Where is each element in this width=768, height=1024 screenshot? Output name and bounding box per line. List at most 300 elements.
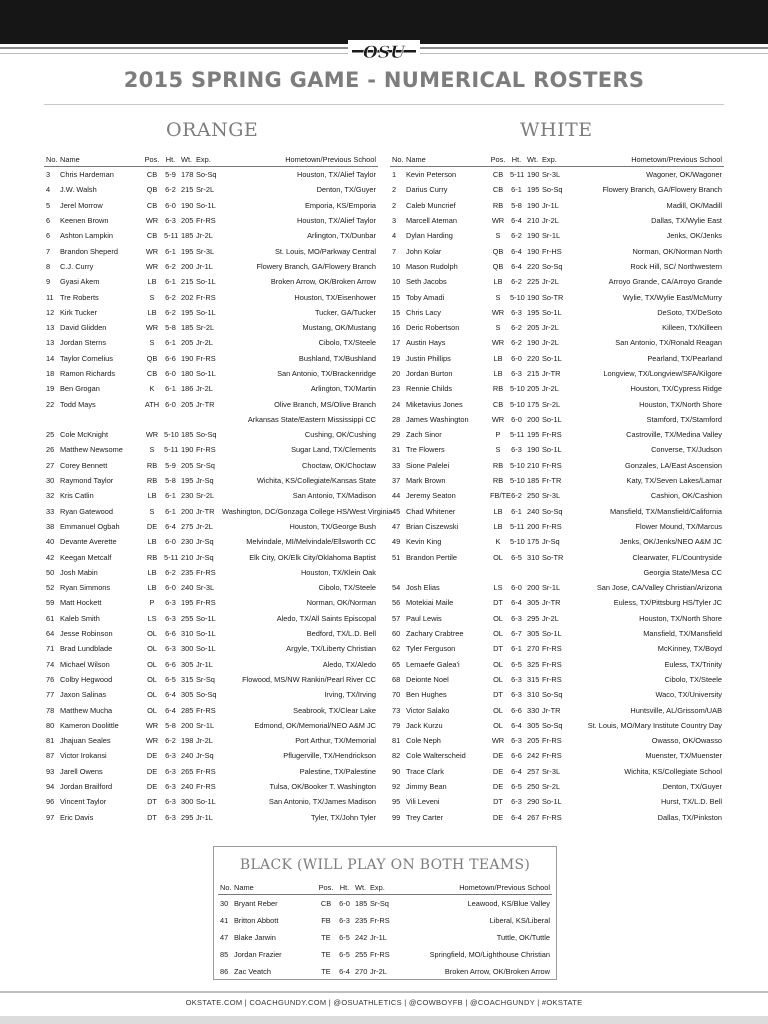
player-height: 6-5 bbox=[339, 933, 350, 942]
player-weight: 305 bbox=[181, 659, 194, 669]
player-position: OL bbox=[147, 629, 157, 639]
player-experience: Fr-RS bbox=[370, 950, 390, 959]
player-number: 10 bbox=[392, 277, 401, 287]
player-height: 6-5 bbox=[511, 552, 522, 562]
col-exp-header: Exp. bbox=[194, 153, 220, 167]
player-position: WR bbox=[145, 430, 159, 440]
player-weight: 200 bbox=[181, 506, 194, 516]
player-experience: Fr-RS bbox=[196, 598, 216, 608]
player-number: 42 bbox=[46, 552, 55, 562]
player-position: LB bbox=[493, 369, 503, 378]
player-number: 6 bbox=[46, 216, 51, 226]
table-row-continuation bbox=[390, 565, 724, 580]
player-height: 5-10 bbox=[164, 430, 179, 440]
player-experience: Fr-RS bbox=[542, 812, 562, 822]
player-name: Matt Hockett bbox=[60, 598, 102, 608]
player-name: Brian Ciszewski bbox=[406, 521, 459, 531]
player-number: 90 bbox=[392, 766, 401, 776]
player-experience: Jr-2L bbox=[542, 323, 559, 333]
player-number: 25 bbox=[46, 430, 55, 440]
player-hometown: Houston, TX/Alief Taylor bbox=[296, 216, 376, 226]
player-experience: Sr-3L bbox=[196, 583, 215, 593]
player-number: 95 bbox=[392, 797, 401, 807]
table-row bbox=[390, 274, 724, 289]
player-hometown: Bushland, TX/Bushland bbox=[298, 353, 376, 363]
player-weight: 242 bbox=[527, 751, 540, 761]
player-weight: 175 bbox=[527, 537, 540, 547]
table-row bbox=[44, 167, 378, 183]
table-row bbox=[390, 366, 724, 381]
player-experience: Jr-Sq bbox=[542, 537, 560, 547]
player-experience: Jr-1L bbox=[196, 261, 213, 271]
table-row bbox=[390, 167, 724, 183]
table-row bbox=[44, 748, 378, 763]
player-number: 32 bbox=[46, 491, 55, 501]
player-height: 6-6 bbox=[165, 659, 176, 669]
player-height: 6-0 bbox=[339, 899, 350, 908]
table-row bbox=[390, 488, 724, 503]
player-hometown: Owasso, OK/Owasso bbox=[651, 736, 722, 746]
player-experience: Jr-TR bbox=[542, 369, 561, 378]
player-height: 6-3 bbox=[165, 797, 176, 807]
player-hometown: Melvindale, MI/Melvindale/Ellsworth CC bbox=[246, 537, 376, 547]
player-name: Mark Brown bbox=[406, 476, 446, 486]
player-number: 10 bbox=[392, 261, 401, 271]
player-position: DE bbox=[146, 766, 158, 776]
table-row bbox=[218, 963, 552, 980]
player-weight: 198 bbox=[181, 736, 194, 746]
player-height: 6-2 bbox=[511, 338, 522, 348]
table-row bbox=[44, 565, 378, 580]
player-height: 5-9 bbox=[165, 460, 176, 470]
player-number: 79 bbox=[392, 720, 401, 730]
player-weight: 310 bbox=[527, 552, 540, 562]
player-weight: 190 bbox=[181, 353, 194, 363]
player-weight: 202 bbox=[181, 292, 194, 302]
player-experience bbox=[194, 412, 220, 427]
player-experience: Fr-RS bbox=[196, 705, 216, 715]
player-name: James Washington bbox=[406, 414, 469, 424]
player-number: 71 bbox=[46, 644, 55, 654]
player-experience: Fr-RS bbox=[542, 736, 562, 746]
player-position: RB bbox=[492, 460, 504, 470]
player-name: Todd Mays bbox=[60, 399, 96, 409]
player-number: 78 bbox=[46, 705, 55, 715]
player-name: Chris Lacy bbox=[406, 307, 441, 317]
player-height bbox=[162, 412, 179, 427]
table-row bbox=[390, 243, 724, 258]
player-name: Austin Hays bbox=[406, 338, 446, 348]
player-number: 3 bbox=[392, 216, 397, 226]
player-height: 6-3 bbox=[165, 766, 176, 776]
player-number: 9 bbox=[46, 277, 51, 287]
player-experience: So-1L bbox=[542, 307, 562, 317]
player-height: 5-11 bbox=[164, 445, 179, 455]
white-roster-body bbox=[390, 167, 724, 825]
player-weight: 230 bbox=[181, 491, 194, 501]
table-row bbox=[44, 672, 378, 687]
player-hometown: Rock Hill, SC/ Northwestern bbox=[630, 261, 722, 271]
player-height: 6-3 bbox=[511, 690, 522, 700]
player-height: 5-11 bbox=[510, 430, 525, 440]
player-hometown: Houston, TX/North Shore bbox=[639, 399, 722, 409]
player-experience: So-1L bbox=[542, 445, 562, 455]
player-hometown: St. Louis, MO/Parkway Central bbox=[274, 246, 376, 256]
player-position: OL bbox=[493, 629, 503, 639]
player-experience: Jr-2L bbox=[196, 338, 213, 348]
player-experience: Jr-2L bbox=[542, 216, 559, 226]
player-experience: Jr-1L bbox=[542, 200, 559, 210]
player-hometown: Pflugerville, TX/Hendrickson bbox=[283, 751, 376, 761]
table-row bbox=[44, 519, 378, 534]
player-name: Brandon Pertile bbox=[406, 552, 457, 562]
player-hometown: San Antonio, TX/Brackenridge bbox=[277, 369, 376, 378]
player-height: 6-2 bbox=[165, 736, 176, 746]
player-name: Kirk Tucker bbox=[60, 307, 97, 317]
col-name-header: Name bbox=[58, 153, 142, 167]
player-position: OL bbox=[147, 705, 157, 715]
player-weight: 190 bbox=[527, 338, 540, 348]
player-number: 86 bbox=[220, 967, 229, 976]
player-position: DE bbox=[146, 521, 158, 531]
player-name: Jack Kurzu bbox=[406, 720, 443, 730]
player-number: 49 bbox=[392, 537, 401, 547]
player-weight: 255 bbox=[355, 950, 368, 959]
player-experience: Fr-HS bbox=[542, 246, 562, 256]
player-experience: Fr-RS bbox=[196, 353, 216, 363]
player-experience: So-1L bbox=[196, 369, 216, 378]
player-hometown: Arkansas State/Eastern Mississippi CC bbox=[247, 414, 376, 424]
table-row bbox=[390, 733, 724, 748]
player-position: DT bbox=[147, 797, 157, 807]
player-height: 6-2 bbox=[165, 185, 176, 195]
player-name: Tre Flowers bbox=[406, 445, 445, 455]
table-row bbox=[44, 198, 378, 213]
player-experience: Sr-2L bbox=[196, 185, 215, 195]
player-weight: 305 bbox=[527, 720, 540, 730]
player-position: LB bbox=[147, 567, 157, 577]
player-position bbox=[488, 565, 508, 580]
player-position: RB bbox=[492, 200, 504, 210]
table-row bbox=[44, 504, 378, 519]
player-hometown: Houston, TX/Cypress Ridge bbox=[630, 384, 722, 394]
player-number: 17 bbox=[392, 338, 401, 348]
table-row-continuation bbox=[44, 412, 378, 427]
player-height: 5-10 bbox=[510, 399, 525, 409]
player-experience: So-Sq bbox=[196, 170, 217, 180]
player-position: DT bbox=[493, 598, 503, 608]
player-experience: So-1L bbox=[542, 629, 562, 639]
player-position: WR bbox=[145, 261, 159, 271]
player-number: 13 bbox=[46, 323, 55, 333]
col-name-header: Name bbox=[232, 881, 316, 895]
col-wt-header: Wt. bbox=[179, 153, 194, 167]
player-height: 6-6 bbox=[511, 705, 522, 715]
col-ht-header: Ht. bbox=[508, 153, 525, 167]
player-experience: So-1L bbox=[196, 277, 216, 287]
player-position: TE bbox=[321, 933, 331, 942]
player-experience: So-Sq bbox=[542, 506, 563, 516]
player-experience: Jr-TR bbox=[542, 598, 561, 608]
player-name: Cole McKnight bbox=[60, 430, 109, 440]
player-weight: 185 bbox=[181, 430, 194, 440]
player-weight: 250 bbox=[527, 491, 540, 501]
player-position: DT bbox=[493, 644, 503, 654]
table-row bbox=[390, 504, 724, 519]
player-hometown: Longview, TX/Longview/SFA/Kilgore bbox=[603, 369, 722, 378]
player-number: 12 bbox=[46, 307, 55, 317]
player-hometown: San Jose, CA/Valley Christian/Arizona bbox=[596, 583, 722, 593]
player-number: 24 bbox=[392, 399, 401, 409]
player-hometown: Leawood, KS/Blue Valley bbox=[467, 899, 550, 908]
player-height: 6-4 bbox=[511, 720, 522, 730]
player-height: 6-3 bbox=[511, 369, 522, 378]
player-hometown: Castroville, TX/Medina Valley bbox=[626, 430, 722, 440]
table-row bbox=[390, 580, 724, 595]
player-experience: Jr-2L bbox=[196, 384, 213, 394]
player-hometown: Elk City, OK/Elk City/Oklahoma Baptist bbox=[249, 552, 376, 562]
player-weight: 185 bbox=[355, 899, 368, 908]
player-weight: 330 bbox=[527, 705, 540, 715]
player-number: 45 bbox=[392, 506, 401, 516]
player-name: Bryant Reber bbox=[234, 899, 278, 908]
player-height: 6-4 bbox=[511, 598, 522, 608]
player-experience: Fr-RS bbox=[370, 916, 390, 925]
player-hometown: Houston, TX/North Shore bbox=[639, 613, 722, 623]
player-experience: Fr-RS bbox=[196, 782, 216, 792]
player-number: 29 bbox=[392, 430, 401, 440]
player-position: QB bbox=[146, 353, 158, 363]
player-name: Jerel Morrow bbox=[60, 200, 103, 210]
black-roster-body bbox=[218, 895, 552, 981]
player-experience: Fr-RS bbox=[542, 751, 562, 761]
player-position: TE bbox=[321, 950, 331, 959]
table-row bbox=[44, 473, 378, 488]
player-position: OL bbox=[147, 690, 157, 700]
table-row bbox=[44, 549, 378, 564]
player-hometown: Denton, TX/Guyer bbox=[662, 782, 722, 792]
col-wt-header: Wt. bbox=[353, 881, 368, 895]
player-hometown: Tulsa, OK/Booker T. Washington bbox=[269, 782, 376, 792]
player-hometown: Springfield, MO/Lighthouse Christian bbox=[429, 950, 550, 959]
player-experience: So-TR bbox=[542, 292, 564, 302]
player-weight: 185 bbox=[181, 323, 194, 333]
table-row bbox=[390, 672, 724, 687]
table-row bbox=[44, 534, 378, 549]
table-row bbox=[390, 549, 724, 564]
player-height: 6-3 bbox=[165, 598, 176, 608]
table-row bbox=[44, 305, 378, 320]
player-position: ATH bbox=[144, 399, 160, 409]
player-hometown: Cushing, OK/Cushing bbox=[304, 430, 376, 440]
player-hometown: Wichita, KS/Collegiate School bbox=[624, 766, 722, 776]
player-weight: 195 bbox=[181, 476, 194, 486]
player-position: RB bbox=[146, 476, 158, 486]
player-name: Jaxon Salinas bbox=[60, 690, 107, 700]
player-hometown: Arlington, TX/Martin bbox=[310, 384, 376, 394]
player-hometown: Pearland, TX/Pearland bbox=[647, 353, 722, 363]
player-name: Blake Jarwin bbox=[234, 933, 276, 942]
player-weight: 190 bbox=[527, 246, 540, 256]
player-number: 92 bbox=[392, 782, 401, 792]
player-weight: 315 bbox=[527, 674, 540, 684]
table-row bbox=[218, 895, 552, 913]
player-height: 6-0 bbox=[511, 414, 522, 424]
player-hometown: Seabrook, TX/Clear Lake bbox=[293, 705, 376, 715]
player-number: 11 bbox=[46, 292, 54, 302]
orange-team-heading: ORANGE bbox=[166, 119, 259, 141]
player-weight: 310 bbox=[181, 629, 194, 639]
player-weight: 275 bbox=[181, 521, 194, 531]
player-name: Cole Neph bbox=[406, 736, 441, 746]
player-experience: So-Sq bbox=[196, 430, 217, 440]
player-name: Eric Davis bbox=[60, 812, 94, 822]
player-number: 16 bbox=[392, 323, 401, 333]
player-experience: So-Sq bbox=[196, 690, 217, 700]
player-weight: 205 bbox=[181, 460, 194, 470]
footer-divider bbox=[0, 991, 768, 993]
player-experience: Sr-2L bbox=[196, 491, 215, 501]
player-name: Marcell Ateman bbox=[406, 216, 457, 226]
player-height: 6-0 bbox=[165, 399, 176, 409]
player-hometown: Madill, OK/Madill bbox=[666, 200, 722, 210]
player-weight: 186 bbox=[181, 384, 194, 394]
player-hometown: McKinney, TX/Boyd bbox=[657, 644, 722, 654]
player-experience: Fr-RS bbox=[196, 567, 216, 577]
player-weight: 190 bbox=[181, 200, 194, 210]
player-position: CB bbox=[146, 170, 158, 180]
player-weight: 240 bbox=[181, 782, 194, 792]
player-hometown: Cibolo, TX/Steele bbox=[318, 338, 376, 348]
table-row bbox=[390, 657, 724, 672]
player-position: DE bbox=[146, 782, 158, 792]
player-experience: So-1L bbox=[196, 307, 216, 317]
player-height: 6-1 bbox=[165, 506, 176, 516]
table-row bbox=[390, 458, 724, 473]
player-number: 27 bbox=[46, 460, 55, 470]
player-weight: 215 bbox=[181, 185, 194, 195]
player-position: WR bbox=[491, 216, 505, 226]
table-row bbox=[44, 687, 378, 702]
player-position: OL bbox=[493, 659, 503, 669]
player-experience: Fr-RS bbox=[542, 430, 562, 440]
player-height: 6-3 bbox=[511, 736, 522, 746]
player-height: 5-10 bbox=[510, 537, 525, 547]
player-height: 6-4 bbox=[165, 521, 176, 531]
player-name: Colby Hegwood bbox=[60, 674, 113, 684]
player-number: 73 bbox=[392, 705, 401, 715]
player-height: 5-8 bbox=[165, 476, 176, 486]
player-weight: 300 bbox=[181, 644, 194, 654]
player-experience: Sr-3L bbox=[542, 766, 561, 776]
player-name: Zach Sinor bbox=[406, 430, 442, 440]
player-weight: 225 bbox=[527, 277, 540, 287]
player-name: Jesse Robinson bbox=[60, 629, 113, 639]
player-position: DE bbox=[492, 766, 504, 776]
player-position: LB bbox=[147, 307, 157, 317]
player-name: Ryan Simmons bbox=[60, 583, 111, 593]
player-height: 6-2 bbox=[165, 567, 176, 577]
player-height: 5-11 bbox=[164, 231, 179, 241]
player-weight: 295 bbox=[181, 812, 194, 822]
player-name: Michael Wilson bbox=[60, 659, 110, 669]
player-number: 68 bbox=[392, 674, 401, 684]
player-name: Sione Palelei bbox=[406, 460, 450, 470]
player-name bbox=[58, 412, 142, 427]
player-experience: Jr-Sq bbox=[196, 751, 214, 761]
player-weight: 175 bbox=[527, 399, 540, 409]
player-number: 87 bbox=[46, 751, 55, 761]
player-name: John Kolar bbox=[406, 246, 442, 256]
player-weight: 205 bbox=[527, 736, 540, 746]
player-name: Taylor Cornelius bbox=[60, 353, 113, 363]
player-weight: 265 bbox=[181, 766, 194, 776]
player-name bbox=[404, 565, 488, 580]
player-weight: 230 bbox=[181, 537, 194, 547]
col-no-header: No. bbox=[390, 153, 404, 167]
table-row bbox=[390, 626, 724, 641]
player-weight: 215 bbox=[527, 369, 540, 378]
player-name: Zac Veatch bbox=[234, 967, 271, 976]
player-experience: Fr-RS bbox=[196, 292, 216, 302]
col-pos-header: Pos. bbox=[488, 153, 508, 167]
player-position: OL bbox=[493, 552, 503, 562]
player-experience: Sr-2L bbox=[542, 399, 561, 409]
player-weight: 200 bbox=[527, 521, 540, 531]
player-position: WR bbox=[145, 246, 159, 256]
player-name: Ryan Gatewood bbox=[60, 506, 113, 516]
player-name: Emmanuel Ogbah bbox=[60, 521, 120, 531]
player-number: 2 bbox=[392, 200, 397, 210]
player-height: 6-1 bbox=[165, 384, 176, 394]
table-row bbox=[390, 335, 724, 350]
player-hometown: Houston, TX/Eisenhower bbox=[294, 292, 376, 302]
player-position: S bbox=[149, 292, 155, 302]
player-hometown: Arroyo Grande, CA/Arroyo Grande bbox=[608, 277, 722, 287]
player-hometown: Houston, TX/George Bush bbox=[289, 521, 376, 531]
player-number: 15 bbox=[392, 292, 401, 302]
player-number: 82 bbox=[392, 751, 401, 761]
player-name: Tyler Ferguson bbox=[406, 644, 456, 654]
player-position: LB bbox=[147, 537, 157, 547]
player-name: Jhajuan Seales bbox=[60, 736, 111, 746]
player-position: S bbox=[495, 231, 501, 241]
player-weight: 178 bbox=[181, 170, 194, 180]
player-hometown: San Antonio, TX/Ronald Reagan bbox=[615, 338, 722, 348]
player-number: 56 bbox=[392, 598, 401, 608]
player-position: LB bbox=[493, 521, 503, 531]
player-hometown: Clearwater, FL/Countryside bbox=[632, 552, 722, 562]
player-experience: Jr-TR bbox=[542, 705, 561, 715]
player-position: WR bbox=[145, 720, 159, 730]
player-number: 96 bbox=[46, 797, 55, 807]
player-number: 7 bbox=[46, 246, 51, 256]
bottom-band bbox=[0, 1016, 768, 1024]
player-number: 38 bbox=[46, 521, 55, 531]
player-number: 20 bbox=[392, 369, 401, 378]
player-experience: Sr-3L bbox=[542, 491, 561, 501]
player-position: LS bbox=[147, 613, 157, 623]
player-position: DE bbox=[492, 812, 504, 822]
player-hometown: San Antonio, TX/James Madison bbox=[268, 797, 376, 807]
player-experience: So-1L bbox=[196, 797, 216, 807]
player-hometown: Converse, TX/Judson bbox=[651, 445, 722, 455]
player-name: Seth Jacobs bbox=[406, 277, 447, 287]
player-number: 61 bbox=[46, 613, 55, 623]
player-position: WR bbox=[145, 323, 159, 333]
player-name: David Glidden bbox=[60, 323, 107, 333]
player-experience: So-Sq bbox=[542, 720, 563, 730]
